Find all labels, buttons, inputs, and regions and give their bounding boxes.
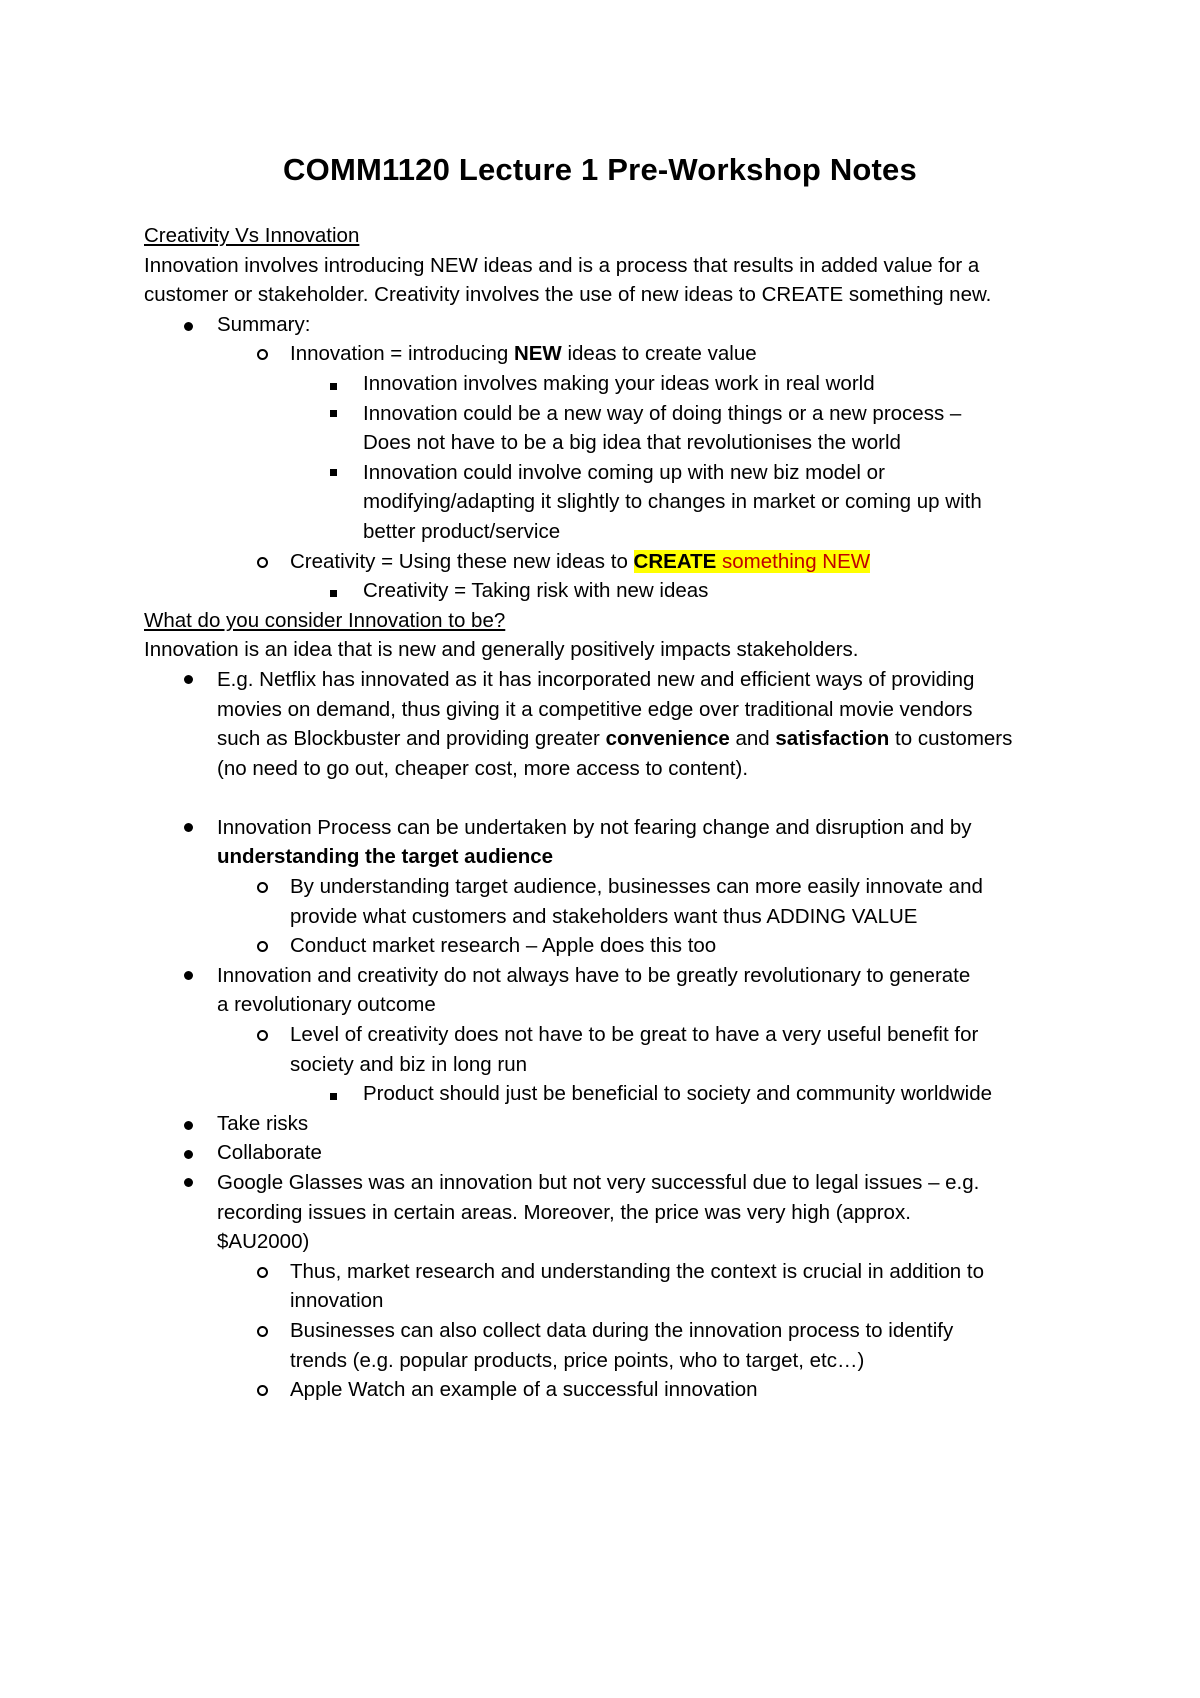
bullet-circle-icon [257,872,268,899]
list-item: Businesses can also collect data during the innovation process to identify trends (e.g. popular products, price points, who to target, etc…) [144,1316,1074,1375]
list-item: Innovation could involve coming up with new biz model or modifying/adapting it slightly to changes in market or coming up with better product/service [144,458,1074,547]
list-item: Level of creativity does not have to be great to have a very useful benefit for society and biz in long run [144,1020,1074,1079]
bullet-circle-icon [257,339,268,369]
bullet-circle-icon [257,1316,268,1343]
list-item: Creativity = Using these new ideas to CREATE something NEW [144,547,1074,577]
bullet-circle-icon [257,1257,268,1284]
bullet-square-icon [330,576,337,606]
bullet-dot-icon [184,1138,193,1168]
list-item: Innovation Process can be undertaken by not fearing change and disruption and by understanding the target audience [144,813,1074,872]
bullet-square-icon [330,369,337,399]
paragraph: Innovation involves introducing NEW ideas and is a process that results in added value for a [144,253,980,277]
bullet-circle-icon [257,547,268,577]
bullet-dot-icon [184,310,193,340]
list-item: Innovation could be a new way of doing things or a new process – Does not have to be a big idea that revolutionises the world [144,399,1074,458]
bullet-square-icon [330,399,337,423]
bullet-circle-icon [257,1020,268,1047]
list-item: Google Glasses was an innovation but not very successful due to legal issues – e.g. recording issues in certain areas. Moreover, the price was very high (approx. $AU2000) [144,1168,1074,1257]
notes-body [144,221,1074,1405]
bullet-dot-icon [184,961,193,986]
list-item: E.g. Netflix has innovated as it has incorporated new and efficient ways of providing movies on demand, thus giving it a competitive edge over traditional movie vendors such as Blockbuster and providing greater convenience and satisfaction to customers (no need to go out, cheaper cost, more access to content). [144,665,1074,783]
list-item: Apple Watch an example of a successful innovation [144,1375,1074,1405]
list-item: Innovation and creativity do not always have to be greatly revolutionary to generate a revolutionary outcome [144,961,1074,1020]
bullet-square-icon [330,458,337,482]
page-title: COMM1120 Lecture 1 Pre-Workshop Notes [283,152,917,187]
list-item: Summary: [144,310,1074,340]
list-item: Thus, market research and understanding the context is crucial in addition to innovation [144,1257,1074,1316]
bullet-circle-icon [257,931,268,961]
section-heading-what-is-innovation: What do you consider Innovation to be? [144,608,506,632]
list-item: Collaborate [144,1138,1074,1168]
bullet-dot-icon [184,1168,193,1193]
list-item: Take risks [144,1109,1074,1139]
bullet-dot-icon [184,813,193,838]
bullet-dot-icon [184,1109,193,1139]
highlighted-text: CREATE something NEW [633,549,871,573]
paragraph: customer or stakeholder. Creativity involves the use of new ideas to CREATE something new. [144,283,992,307]
paragraph: Innovation is an idea that is new and generally positively impacts stakeholders. [144,638,859,662]
bullet-dot-icon [184,665,193,690]
list-item: Product should just be beneficial to society and community worldwide [144,1079,1074,1109]
list-item: Innovation = introducing NEW ideas to create value [144,339,1074,369]
list-item: By understanding target audience, businesses can more easily innovate and provide what customers and stakeholders want thus ADDING VALUE [144,872,1074,931]
blank-line [144,783,1074,813]
list-item: Conduct market research – Apple does this too [144,931,1074,961]
section-heading-creativity-vs-innovation: Creativity Vs Innovation [144,224,360,247]
list-item: Creativity = Taking risk with new ideas [144,576,1074,606]
bullet-square-icon [330,1079,337,1109]
bullet-circle-icon [257,1375,268,1405]
list-item: Innovation involves making your ideas work in real world [144,369,1074,399]
